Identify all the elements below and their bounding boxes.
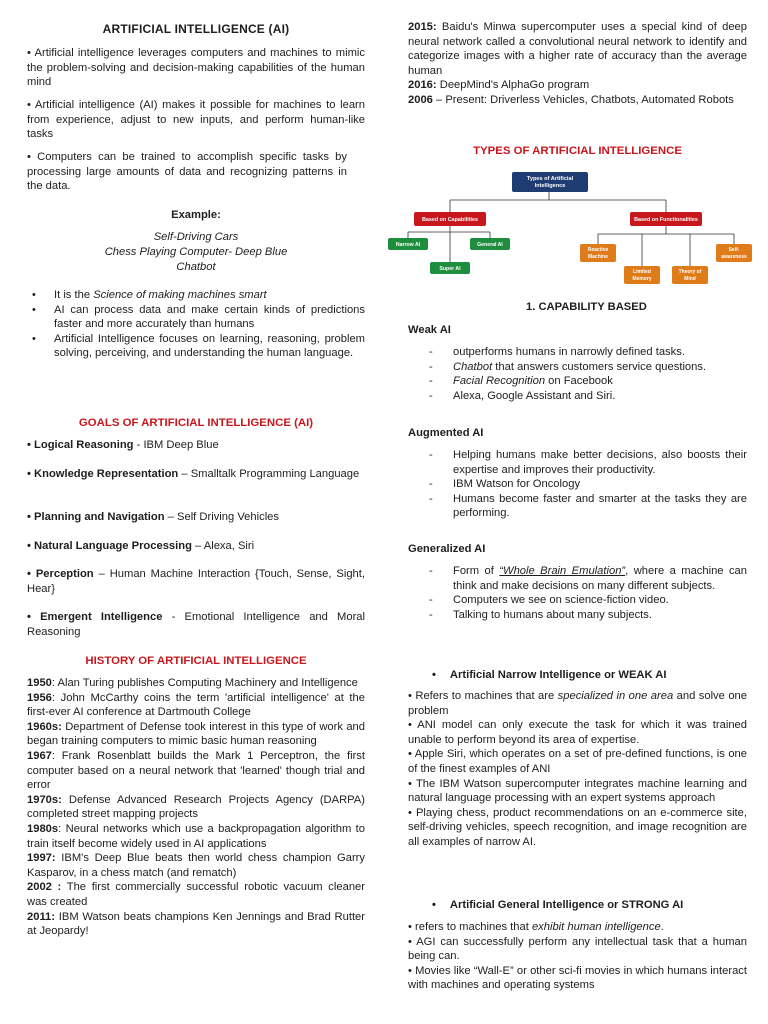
diagram-theory-line-1: Theory of <box>678 269 702 275</box>
list-item: - Talking to humans about many subjects. <box>408 608 747 623</box>
intro-paragraph-3: • Computers can be trained to accomplish specific tasks by processing large amounts of data and recognizing patterns in the data. <box>27 151 347 193</box>
diagram-limited-line-1: Limited <box>633 269 651 275</box>
history-timeline-continued <box>408 20 747 108</box>
history-entry: 1960s: Department of Defense took interest in this type of work and began training computers to mimic basic human reasoning <box>27 720 366 748</box>
augmented-ai-heading: Augmented AI <box>408 427 484 439</box>
agi-point-1: • refers to machines that exhibit human intelligence. <box>408 921 664 933</box>
goal-item: • Knowledge Representation – Smalltalk Programming Language <box>27 468 360 480</box>
generalized-ai-list <box>408 564 747 622</box>
list-item: - Humans become faster and smarter at the tasks they are performing. <box>408 492 747 521</box>
ani-point-3: • Apple Siri, which operates on a set of pre-defined functions, is one of the finest examples of ANI <box>408 748 747 775</box>
diagram-root-box <box>512 172 588 192</box>
example-item-1: Self-Driving Cars <box>153 231 239 243</box>
diagram-functionalities-label: Based on Functionalities <box>634 217 698 223</box>
history-entry: 1997: IBM's Deep Blue beats then world chess champion Garry Kasparov, in a chess match (and rematch) <box>27 852 365 879</box>
types-title: TYPES OF ARTIFICIAL INTELLIGENCE <box>473 145 682 157</box>
diagram-limited-line-2: Memory <box>632 276 652 282</box>
capability-heading: 1. CAPABILITY BASED <box>526 301 647 313</box>
types-of-ai-diagram <box>384 166 768 290</box>
diagram-reactive-line-2: Machine <box>587 254 609 260</box>
list-item: - Computers we see on science-fiction video. <box>408 593 747 608</box>
ani-point-5: • Playing chess, product recommendations on an e-commerce site, self-driving vehicles, speech recognition, and image recognition are all examples of narrow AI. <box>408 806 747 848</box>
history-entry: 1956: John McCarthy coins the term 'artificial intelligence' at the first-ever AI conference at Dartmouth College <box>27 691 365 719</box>
list-item: • Artificial Intelligence focuses on learning, reasoning, problem solving, perceiving, and understanding the human language. <box>27 332 365 361</box>
diagram-reactive-line-1: Reactive <box>587 247 609 253</box>
goal-item: • Planning and Navigation – Self Driving Vehicles <box>27 511 279 523</box>
goal-item: • Perception – Human Machine Interaction {Touch, Sense, Sight, Hear} <box>27 568 365 595</box>
page-title: ARTIFICIAL INTELLIGENCE (AI) <box>102 22 290 36</box>
example-heading: Example: <box>171 209 221 221</box>
list-item: • It is the Science of making machines smart <box>27 288 365 303</box>
history-entry: 2016: DeepMind's AlphaGo program <box>408 79 590 92</box>
example-item-3: Chatbot <box>176 261 216 273</box>
diagram-root-line-2: Intelligence <box>534 183 566 189</box>
history-entry: 1970s: Defense Advanced Research Projects Agency (DARPA) completed street mapping projects <box>27 793 365 821</box>
intro-paragraph-1: • Artificial intelligence leverages computers and machines to mimic the problem-solving and decision-making capabilities of the human mind <box>27 47 365 89</box>
augmented-ai-list <box>408 448 747 521</box>
ani-description <box>408 689 747 850</box>
list-item: - IBM Watson for Oncology <box>408 477 747 492</box>
diagram-connectors <box>408 192 734 266</box>
history-entry: 1980s: Neural networks which use a backpropagation algorithm to train itself become widely used in AI applications <box>27 822 365 850</box>
agi-point-3: • Movies like “Wall-E” or other sci-fi movies in which humans interact with machines and operating systems <box>408 964 747 992</box>
weak-ai-list <box>408 345 747 403</box>
intro-paragraph-2: • Artificial intelligence (AI) makes it possible for machines to learn from experience, adjust to new inputs, and perform human-like tasks <box>27 99 365 141</box>
history-entry: 2006 – Present: Driverless Vehicles, Chatbots, Automated Robots <box>408 93 734 106</box>
ani-point-2: • ANI model can only execute the task for which it was trained unable to perform beyond its area of expertise. <box>408 719 747 746</box>
diagram-self-line-1: Self- <box>728 247 740 253</box>
list-item: - Chatbot that answers customers service questions. <box>408 360 747 375</box>
goal-item: • Natural Language Processing – Alexa, Siri <box>27 540 255 552</box>
ani-heading: • Artificial Narrow Intelligence or WEAK AI <box>432 669 667 681</box>
diagram-narrow-label: Narrow AI <box>395 242 421 248</box>
list-item: - outperforms humans in narrowly defined tasks. <box>408 345 747 360</box>
goal-item: • Emergent Intelligence - Emotional Intelligence and Moral Reasoning <box>27 611 366 638</box>
list-item: - Alexa, Google Assistant and Siri. <box>408 389 747 404</box>
agi-heading: • Artificial General Intelligence or STRONG AI <box>432 899 684 911</box>
example-item-2: Chess Playing Computer- Deep Blue <box>104 246 288 258</box>
history-entry: 1967: Frank Rosenblatt builds the Mark 1 Perceptron, the first computer based on a neural network that 'learned' though trial and error <box>27 749 365 792</box>
history-entry: 2002 : The first commercially successful robotic vacuum cleaner was created <box>27 881 365 908</box>
list-item: - Form of “Whole Brain Emulation”, where a machine can think and make decisions on many different subjects. <box>408 564 747 593</box>
diagram-root-line-1: Types of Artificial <box>526 176 574 182</box>
list-item: • AI can process data and make certain kinds of predictions faster and more accurately than humans <box>27 303 365 332</box>
history-title: HISTORY OF ARTIFICIAL INTELLIGENCE <box>85 655 307 667</box>
history-entry: 1950: Alan Turing publishes Computing Machinery and Intelligence <box>27 677 358 689</box>
diagram-self-line-2: awareness <box>721 254 747 260</box>
diagram-capabilities-label: Based on Capabilities <box>421 217 479 223</box>
agi-description <box>408 920 747 993</box>
ani-point-1: • Refers to machines that are specialized in one area and solve one problem <box>408 690 747 717</box>
weak-ai-heading: Weak AI <box>408 324 451 336</box>
list-item: - Facial Recognition on Facebook <box>408 374 747 389</box>
history-timeline <box>27 676 365 939</box>
ani-point-4: • The IBM Watson supercomputer integrates machine learning and natural language processing with an expert systems approach <box>408 777 747 805</box>
diagram-general-label: General AI <box>477 242 503 248</box>
agi-point-2: • AGI can successfully perform any intellectual task that a human being can. <box>408 935 747 963</box>
goal-item: • Logical Reasoning - IBM Deep Blue <box>27 439 219 451</box>
list-item: - Helping humans make better decisions, also boosts their expertise and improves their productivity. <box>408 448 747 477</box>
goals-title: GOALS OF ARTIFICIAL INTELLIGENCE (AI) <box>78 417 314 429</box>
history-entry: 2011: IBM Watson beats champions Ken Jennings and Brad Rutter at Jeopardy! <box>27 910 365 938</box>
ai-facts-list <box>27 288 365 361</box>
generalized-ai-heading: Generalized AI <box>408 543 486 555</box>
diagram-theory-line-2: Mind <box>684 276 696 282</box>
diagram-super-label: Super AI <box>439 266 461 272</box>
history-entry: 2015: Baidu's Minwa supercomputer uses a special kind of deep neural network called a convolutional neural network to identify and categorize images with a higher rate of accuracy than the average human <box>408 21 747 77</box>
